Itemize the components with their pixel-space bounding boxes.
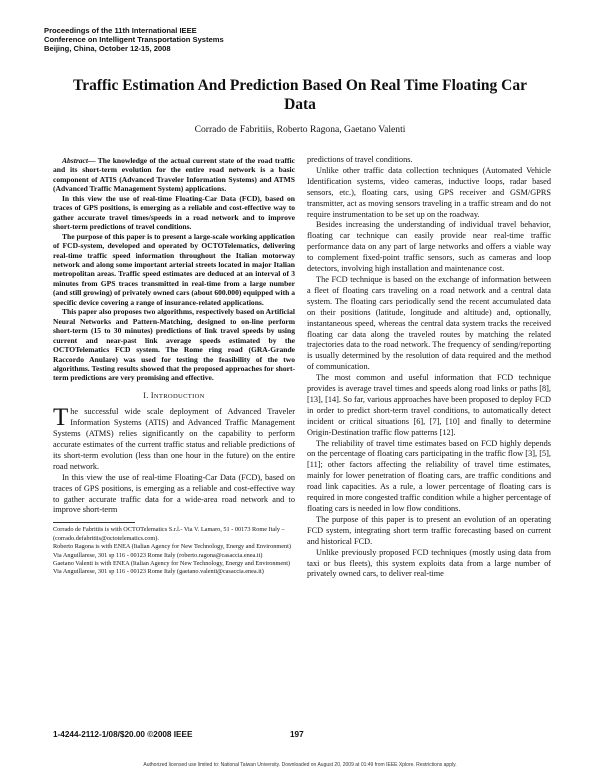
footnote-3: Gaetano Valenti is with ENEA (Italian Agency for New Technology, Energy and Environment) Via Anguillarese, 301 sp 116 - 00123 Rome Italy (gaetano.valenti@casaccia.enea.it): [53, 560, 291, 576]
right-paragraph-1: Unlike other traffic data collection techniques (Automated Vehicle Identification systems, video cameras, inductive loops, radar based sensors, etc.), floating cars, using GPS receiver and GSM/GPRS transmitter, act as moving sensors traveling in a traffic stream and do not require instrumentation to be set up on the roadway.: [307, 165, 551, 219]
proceedings-line-3: Beijing, China, October 12-15, 2008: [44, 44, 171, 54]
section-title-initial: I: [150, 390, 154, 400]
author-footnotes: [53, 526, 295, 576]
right-paragraph-2: Besides increasing the understanding of individual travel behavior, floating car technique can easily provide near real-time traffic performance data on any part of large networks and offers a viable way to complement fixed-point traffic sensors, such as cameras and loop detectors, involving high installation and maintenance cost.: [307, 220, 551, 274]
abstract-paragraph-1: [53, 156, 295, 194]
introduction-text: [53, 404, 295, 516]
abstract-paragraph-2: In this view the use of real-time Floating-Car Data (FCD), based on traces of GPS positions, is emerging as a reliable and cost-effective way to gather accurate travel times/speeds in a road network and to improve short-term predictions of travel conditions.: [53, 193, 295, 232]
right-paragraph-4: The most common and useful information that FCD technique provides is average travel times and speeds along road links or paths [8], [13], [14]. So far, various approaches have been proposed to deploy FCD in order to predict short-term travel conditions, to automatically detect incident or critical situations [6], [7], [10] and finally to determine Origin-Destination traffic flow patterns [12].: [307, 373, 551, 437]
drop-cap: T: [53, 404, 69, 432]
abstract-paragraph-4: This paper also proposes two algorithms, respectively based on Artificial Neural Networks and Pattern-Matching, designed to on-line perform short-term (15 to 30 minutes) predictions of link travel speeds by using current and near-past link average speeds estimated by the OCTOTelematics FCD system. The Rome ring road (GRA-Grande Raccordo Anulare) was used for testing the feasibility of the two algorithms. Testing results showed that the proposed approaches for short-term predictions are very promising and effective.: [53, 307, 295, 383]
abstract: [53, 156, 295, 383]
left-column: [53, 156, 295, 577]
section-number: I.: [143, 390, 151, 400]
abstract-p1-text: The knowledge of the actual current state of the road traffic and its short-term evolution for the entire road network is a basic component of ATIS (Advanced Traveler Information Systems) and ATMS (Advanced Traffic Management System) applications.: [53, 156, 295, 194]
proceedings-header: [44, 26, 224, 54]
page-number: 197: [290, 730, 304, 739]
isbn-copyright: 1-4244-2112-1/08/$20.00 ©2008 IEEE: [53, 730, 193, 739]
abstract-label: Abstract—: [62, 156, 96, 165]
footnote-2: Roberto Ragona is with ENEA (Italian Agency for New Technology, Energy and Environment) Via Anguillarese, 301 sp 116 - 00123 Rome Italy (roberto.ragona@casaccia.enea.it): [53, 543, 291, 559]
intro-paragraph-1: [53, 404, 295, 472]
intro-p1-text: he successful wide scale deployment of Advanced Traveler Information Systems (ATIS) and Advanced Traffic Management Systems (ATMS) relies significantly on the capability to perform accurate estimates of the current traffic status and reliable predictions of its short-term evolution (less than one hour in the future) on the entire road network.: [53, 407, 295, 471]
proceedings-line-2: Conference on Intelligent Transportation Systems: [44, 35, 224, 45]
paper-title: Traffic Estimation And Prediction Based On Real Time Floating Car Data: [73, 77, 527, 113]
proceedings-line-1: Proceedings of the 11th International IEEE: [44, 26, 197, 35]
license-notice: Authorized licensed use limited to: National Taiwan University. Downloaded on August 20, 2009 at 01:49 from IEEE Xplore. Restrictions apply.: [143, 762, 457, 768]
right-paragraph-5: The reliability of travel time estimates based on FCD highly depends on the percentage of floating cars participating in the traffic flow [3], [5], [11]; other factors affecting the reliability of travel time estimates, mainly for lower penetration of floating cars, are traffic conditions and road link capacities. As a rule, a lower percentage of floating cars is required in more congested traffic condition while a higher percentage of floating cars is needed in low flow conditions.: [307, 438, 551, 513]
right-paragraph-7: Unlike previously proposed FCD techniques (mostly using data from taxi or bus fleets), this system exploits data from a large number of privately owned cars, to deliver real-time: [307, 547, 551, 579]
footnote-1: Corrado de Fabritiis is with OCTOTelematics S.r.l.- Via V. Lamaro, 51 - 00173 Rome Italy – (corrado.defabritiis@octotelematics.com).: [53, 526, 285, 542]
right-paragraph-0: predictions of travel conditions.: [307, 155, 413, 164]
footnote-divider: [53, 522, 135, 523]
section-heading-introduction: [53, 391, 295, 401]
right-column-text: [307, 155, 551, 580]
right-column: [307, 155, 551, 580]
abstract-paragraph-3: The purpose of this paper is to present a large-scale working application of FCD-system, developed and operated by OCTOTelematics, delivering real-time traffic speed information throughout the Italian motorway network and along some important arterial streets located in major Italian metropolitan areas. Traffic speed estimates are deduced at an interval of 3 minutes from GPS traces transmitted in real-time from a large number (and still growing) of privately owned cars (about 600.000) equipped with a specific device covering a range of insurance-related applications.: [53, 231, 295, 307]
right-paragraph-3: The FCD technique is based on the exchange of information between a fleet of floating cars traveling on a road network and a central data system. The floating cars periodically send the recent accumulated data on their positions (latitude, longitude and altitude) and, optionally, instantaneous speed, whereas the central data system tracks the received floating car data along the traveled routes by matching the related trajectories data to the road network. The frequency of sending/reporting is usually determined by the resolution of data required and the method of communication.: [307, 274, 551, 372]
paper-authors: Corrado de Fabritiis, Roberto Ragona, Gaetano Valenti: [194, 124, 406, 135]
right-paragraph-6: The purpose of this paper is to present an evolution of an operating FCD system, integrating short term traffic forecasting based on current and historical FCD.: [307, 514, 551, 546]
section-title-rest: NTRODUCTION: [153, 392, 205, 400]
intro-paragraph-2: In this view the use of real-time Floating-Car Data (FCD), based on traces of GPS positions, is emerging as a reliable and cost-effective way to gather accurate traffic data for a wide-area road network and to improve short-term: [53, 472, 295, 515]
